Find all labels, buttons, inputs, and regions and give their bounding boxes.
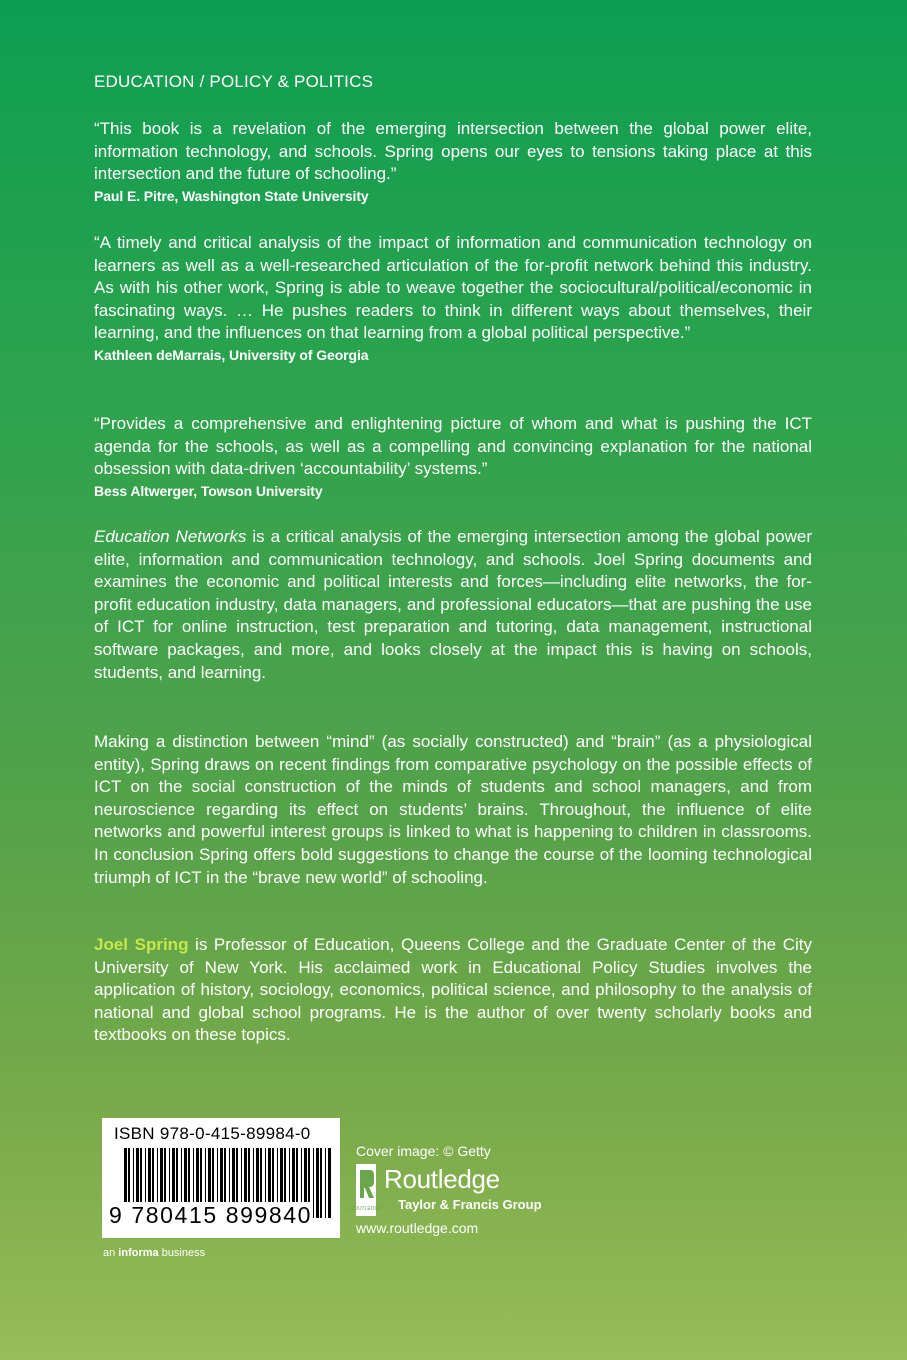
- barcode-bar: [316, 1148, 319, 1218]
- barcode-bar: [328, 1148, 331, 1218]
- barcode: [102, 1118, 340, 1238]
- barcode-bar: [325, 1148, 326, 1218]
- barcode-bar: [320, 1148, 322, 1218]
- quote-2: [94, 232, 812, 363]
- description-paragraph-2: [94, 731, 812, 889]
- publisher-url: www.routledge.com: [356, 1220, 479, 1236]
- routledge-logo-icon: [350, 1164, 382, 1216]
- isbn-label: ISBN 978-0-415-89984-0: [114, 1124, 311, 1143]
- quote-text: “Provides a comprehensive and enlightening picture of whom and what is pushing the ICT agenda for the schools, as well as a compelling and convincing explanation for the national obsession with data-driven ‘accountability’ systems.”: [94, 414, 812, 479]
- quote-text: “A timely and critical analysis of the impact of information and communication technology on learners as well as a well-researched articulation of the for-profit network behind this industry. As with his other work, Spring is able to weave together the sociocultural/political/economic in fascinating ways. … He pushes readers to think in different ways about themselves, their learning, and the influences on that learning from a global political perspective.”: [94, 233, 812, 343]
- cover-credit: Cover image: © Getty: [356, 1143, 491, 1159]
- description-text: is a critical analysis of the emerging intersection among the global power elite, information and communication technology, and schools. Joel Spring documents and examines the economic and political interests and forces—including elite networks, the for-profit education industry, data managers, and professional educators—that are pushing the use of ICT for online instruction, test preparation and tutoring, data management, instructional software packages, and more, and looks closely at the impact this is having on schools, students, and learning.: [94, 527, 812, 682]
- publisher-group: Taylor & Francis Group: [398, 1197, 542, 1212]
- category-label: EDUCATION / POLICY & POLITICS: [94, 72, 374, 91]
- quote-attribution: Paul E. Pitre, Washington State University: [94, 187, 369, 204]
- quote-attribution: Bess Altwerger, Towson University: [94, 482, 323, 499]
- quote-1: [94, 118, 812, 204]
- quote-attribution: Kathleen deMarrais, University of Georgia: [94, 346, 369, 363]
- description-text: Making a distinction between “mind” (as socially constructed) and “brain” (as a physiological entity), Spring draws on recent findings from comparative psychology on the possible effects of ICT on the social construction of the minds of students and school managers, and from neuroscience regarding its effect on students’ brains. Throughout, the influence of elite networks and powerful interest groups is linked to what is happening to children in classrooms. In conclusion Spring offers bold suggestions to change the course of the looming technological triumph of ICT in the “brave new world” of schooling.: [94, 732, 812, 887]
- barcode-bar: [313, 1148, 314, 1218]
- author-name: Joel Spring: [94, 935, 189, 954]
- informa-business: an informa business: [103, 1247, 206, 1259]
- author-bio: [94, 934, 812, 1047]
- svg-text:ROUTLEDGE: ROUTLEDGE: [350, 1206, 382, 1212]
- author-bio-text: is Professor of Education, Queens College and the Graduate Center of the City University of New York. His acclaimed work in Educational Policy Studies involves the application of history, sociology, economics, political science, and philosophy to the analysis of national and global school programs. He is the author of over twenty scholarly books and textbooks on these topics.: [94, 935, 812, 1045]
- quote-3: [94, 413, 812, 499]
- isbn-digits: 9 780415 899840: [109, 1202, 313, 1228]
- publisher-name: Routledge: [384, 1164, 500, 1194]
- book-title: Education Networks: [94, 527, 247, 546]
- description-paragraph-1: [94, 526, 812, 684]
- quote-text: “This book is a revelation of the emerging intersection between the global power elite, information technology, and schools. Spring opens our eyes to tensions taking place at this intersection and the future of schooling.”: [94, 119, 812, 184]
